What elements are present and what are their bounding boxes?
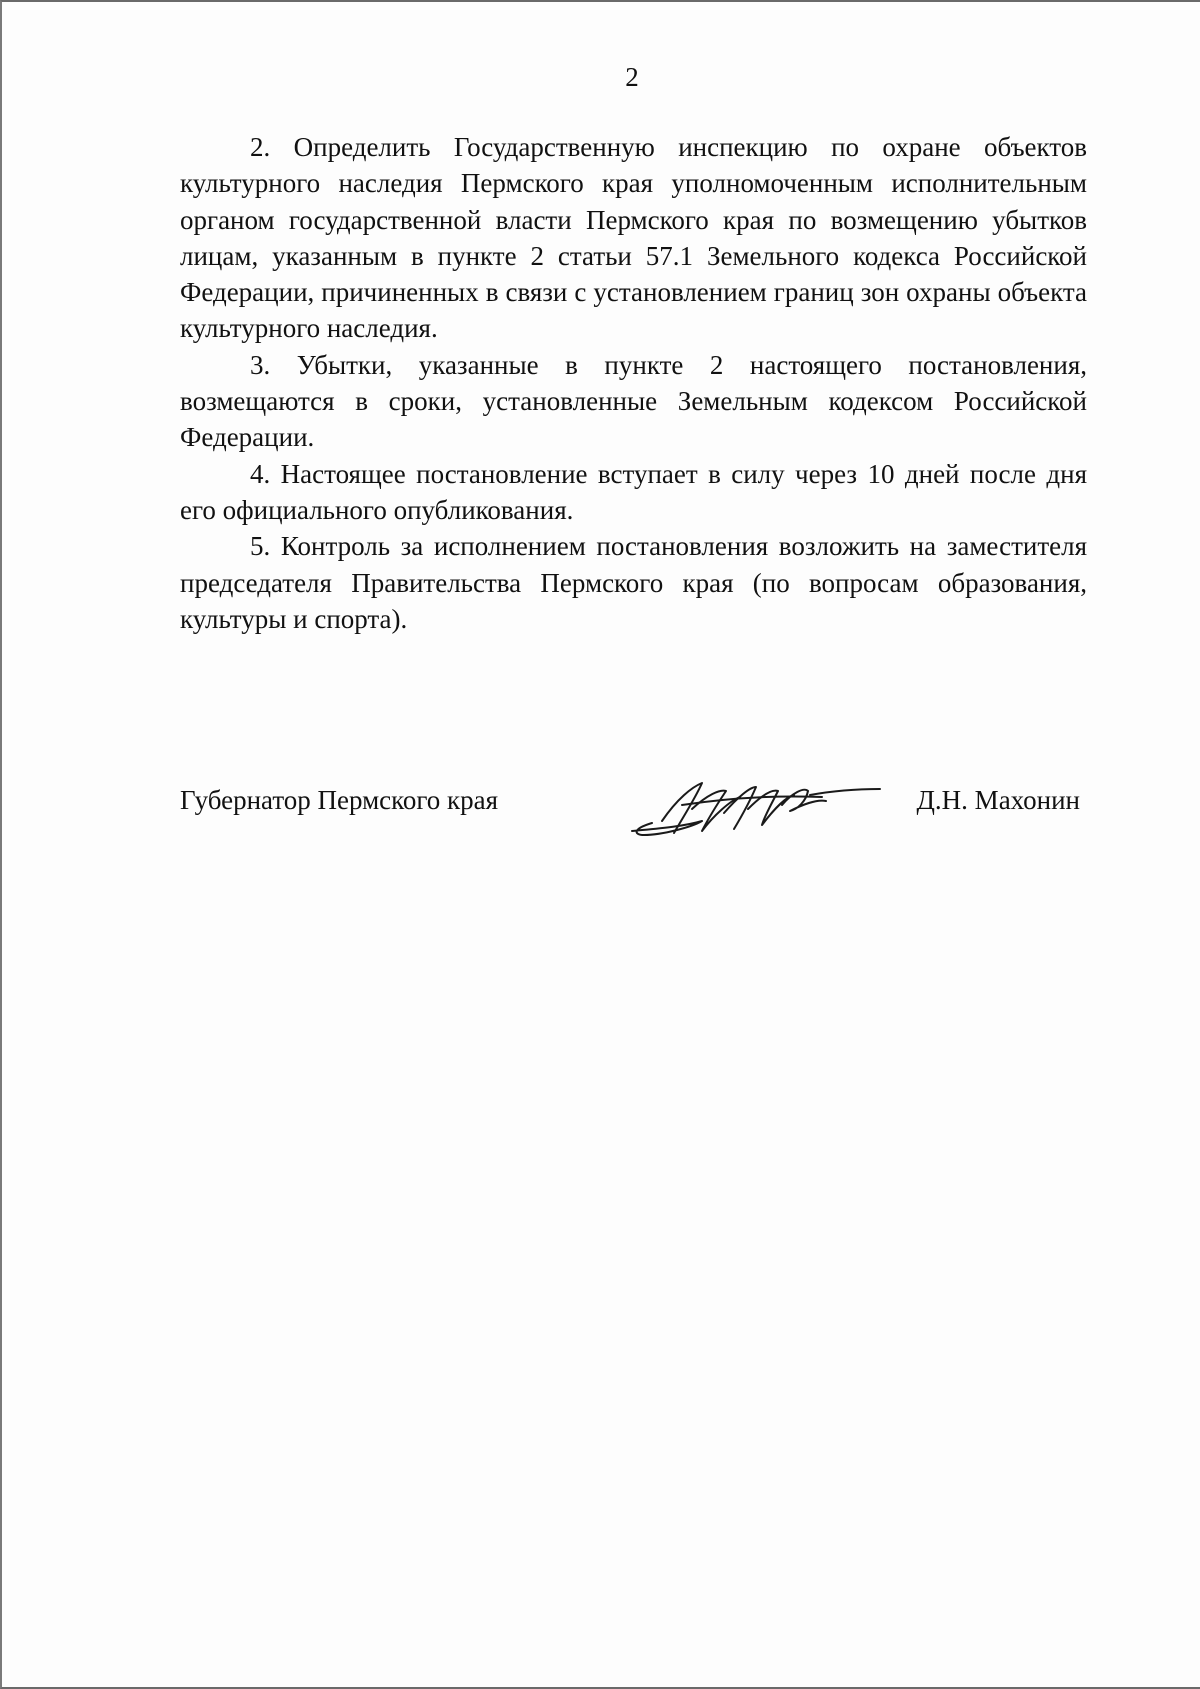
paragraph-2: 2. Определить Государственную инспекцию по охране объектов культурного наследия Пермского края уполномоченным исполнительным органом государственной власти Пермского края по возмещению убытков лицам, указанным в пункте 2 статьи 57.1 Земельного кодекса Российской Федерации, причиненных в связи с установлением границ зон охраны объекта культурного наследия. — [180, 132, 1087, 344]
signatory-position: Губернатор Пермского края — [180, 785, 499, 815]
paragraph-5: 5. Контроль за исполнением постановления возложить на заместителя председателя Правительства Пермского края (по вопросам образования, культуры и спорта). — [180, 531, 1087, 634]
signature-block — [180, 777, 1080, 847]
handwritten-signature — [622, 769, 884, 847]
page-number: 2 — [625, 62, 639, 92]
paragraph-3: 3. Убытки, указанные в пункте 2 настоящего постановления, возмещаются в сроки, установленные Земельным кодексом Российской Федерации. — [180, 349, 1087, 453]
signatory-name: Д.Н. Махонин — [916, 785, 1080, 815]
paragraph-4: 4. Настоящее постановление вступает в силу через 10 дней после дня его официального опубликования. — [180, 458, 1087, 525]
document-body — [180, 129, 1087, 637]
